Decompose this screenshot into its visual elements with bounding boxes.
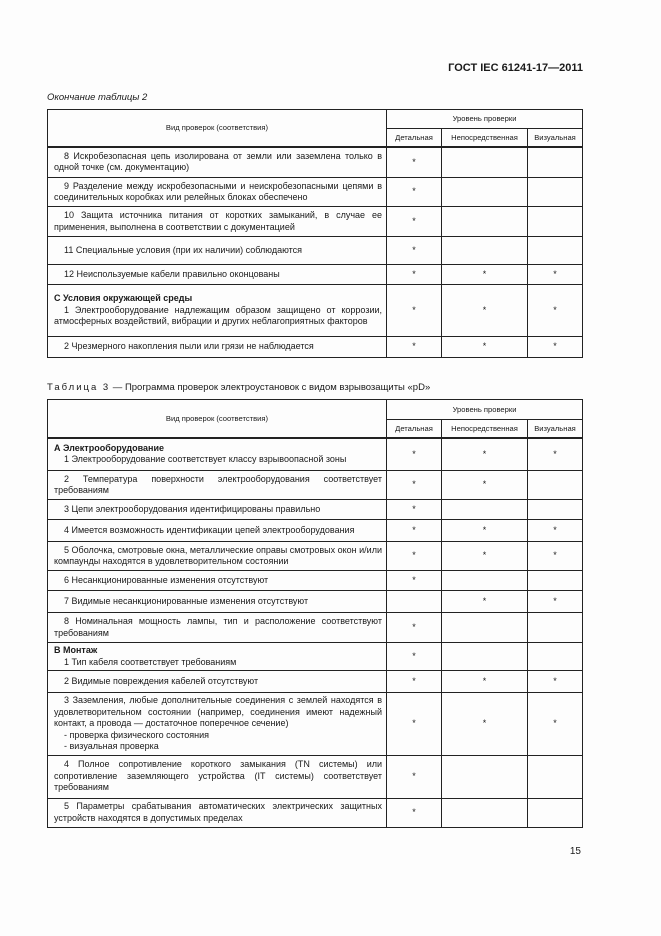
direct-mark bbox=[442, 798, 528, 827]
check-description bbox=[48, 520, 387, 542]
table-row bbox=[48, 265, 583, 285]
detailed-mark bbox=[387, 591, 442, 613]
header-check-type: Вид проверок (соответствия) bbox=[48, 400, 387, 438]
check-text: 3 Заземления, любые дополнительные соединения с землей находятся в удовлетворительном состоянии (например, соединения имеют надежный контакт, а провода — достаточное поперечное сечение) bbox=[54, 695, 382, 728]
check-text: 2 Температура поверхности электрооборудования соответствует требованиям bbox=[54, 473, 382, 495]
visual-mark bbox=[528, 613, 583, 643]
check-text: 12 Неиспользуемые кабели правильно оконцованы bbox=[64, 268, 280, 279]
direct-mark bbox=[442, 571, 528, 591]
check-description bbox=[48, 337, 387, 358]
section-heading: А Электрооборудование bbox=[54, 442, 165, 453]
detailed-mark: * bbox=[387, 337, 442, 358]
header-visual: Визуальная bbox=[528, 129, 583, 147]
check-description bbox=[48, 471, 387, 500]
detailed-mark: * bbox=[387, 671, 442, 693]
check-description bbox=[48, 571, 387, 591]
direct-mark: * bbox=[442, 671, 528, 693]
section-heading: В Монтаж bbox=[54, 645, 98, 655]
check-description bbox=[48, 500, 387, 520]
detailed-mark: * bbox=[387, 755, 442, 798]
visual-mark: * bbox=[528, 265, 583, 285]
check-description bbox=[48, 147, 387, 178]
table-row bbox=[48, 178, 583, 207]
table-row bbox=[48, 207, 583, 237]
direct-mark: * bbox=[442, 693, 528, 756]
check-description bbox=[48, 693, 387, 756]
check-text: 4 Полное сопротивление короткого замыкания (TN системы) или сопротивление заземляющего устройства (IT системы) соответствует требованиям bbox=[54, 759, 382, 793]
check-text: 7 Видимые несанкционированные изменения отсутствуют bbox=[64, 595, 309, 606]
detailed-mark: * bbox=[387, 500, 442, 520]
table-row bbox=[48, 471, 583, 500]
check-description bbox=[48, 591, 387, 613]
detailed-mark: * bbox=[387, 798, 442, 827]
detailed-mark: * bbox=[387, 285, 442, 337]
check-text: 8 Номинальная мощность лампы, тип и расположение соответствуют требованиям bbox=[54, 616, 382, 638]
table-row bbox=[48, 613, 583, 643]
table-row bbox=[48, 147, 583, 178]
header-direct: Непосредственная bbox=[442, 420, 528, 438]
header-visual: Визуальная bbox=[528, 420, 583, 438]
table-row bbox=[48, 438, 583, 471]
visual-mark bbox=[528, 471, 583, 500]
table-row bbox=[48, 542, 583, 571]
check-description bbox=[48, 613, 387, 643]
check-description bbox=[48, 178, 387, 207]
check-text: 5 Параметры срабатывания автоматических электрических защитных устройств находятся в допустимых пределах bbox=[54, 801, 382, 823]
visual-mark bbox=[528, 500, 583, 520]
table-row bbox=[48, 285, 583, 337]
check-description bbox=[48, 542, 387, 571]
check-description bbox=[48, 671, 387, 693]
direct-mark bbox=[442, 643, 528, 671]
table-row bbox=[48, 337, 583, 358]
check-description bbox=[48, 798, 387, 827]
table-2 bbox=[47, 109, 583, 358]
visual-mark: * bbox=[528, 671, 583, 693]
check-subitem: - проверка физического состояния bbox=[64, 729, 210, 740]
header-detailed: Детальная bbox=[387, 420, 442, 438]
check-description bbox=[48, 265, 387, 285]
check-description bbox=[48, 643, 387, 671]
table-row bbox=[48, 798, 583, 827]
visual-mark: * bbox=[528, 542, 583, 571]
direct-mark: * bbox=[442, 337, 528, 358]
check-text: 2 Видимые повреждения кабелей отсутствуют bbox=[64, 675, 259, 686]
detailed-mark: * bbox=[387, 178, 442, 207]
table2-caption: Окончание таблицы 2 bbox=[47, 92, 148, 103]
visual-mark bbox=[528, 643, 583, 671]
direct-mark bbox=[442, 207, 528, 237]
check-subitem: - визуальная проверка bbox=[64, 741, 159, 751]
header-detailed: Детальная bbox=[387, 129, 442, 147]
detailed-mark: * bbox=[387, 613, 442, 643]
check-text: 6 Несанкционированные изменения отсутствуют bbox=[64, 574, 269, 585]
direct-mark bbox=[442, 613, 528, 643]
direct-mark: * bbox=[442, 285, 528, 337]
detailed-mark: * bbox=[387, 207, 442, 237]
table-row bbox=[48, 500, 583, 520]
check-text: 2 Чрезмерного накопления пыли или грязи не наблюдается bbox=[64, 341, 314, 352]
visual-mark: * bbox=[528, 591, 583, 613]
direct-mark bbox=[442, 147, 528, 178]
check-text: 1 Электрооборудование надлежащим образом защищено от коррозии, атмосферных воздействий, вибрации и других неблагоприятных факторов bbox=[54, 304, 382, 327]
detailed-mark: * bbox=[387, 147, 442, 178]
visual-mark: * bbox=[528, 337, 583, 358]
direct-mark: * bbox=[442, 438, 528, 471]
detailed-mark: * bbox=[387, 571, 442, 591]
direct-mark bbox=[442, 178, 528, 207]
header-direct: Непосредственная bbox=[442, 129, 528, 147]
visual-mark bbox=[528, 571, 583, 591]
detailed-mark: * bbox=[387, 471, 442, 500]
check-text: 11 Специальные условия (при их наличии) соблюдаются bbox=[64, 244, 303, 255]
check-description bbox=[48, 755, 387, 798]
check-description bbox=[48, 207, 387, 237]
check-text: 1 Тип кабеля соответствует требованиям bbox=[64, 656, 237, 667]
check-text: 10 Защита источника питания от коротких замыканий, в случае ее применения, выполнена в соответствии с документацией bbox=[54, 210, 382, 232]
detailed-mark: * bbox=[387, 520, 442, 542]
table-row bbox=[48, 643, 583, 671]
header-check-level: Уровень проверки bbox=[387, 110, 583, 129]
detailed-mark: * bbox=[387, 438, 442, 471]
direct-mark: * bbox=[442, 542, 528, 571]
table-3 bbox=[47, 399, 583, 828]
check-text: 3 Цепи электрооборудования идентифицированы правильно bbox=[64, 503, 321, 514]
check-description bbox=[48, 237, 387, 265]
direct-mark: * bbox=[442, 265, 528, 285]
detailed-mark: * bbox=[387, 542, 442, 571]
header-check-type: Вид проверок (соответствия) bbox=[48, 110, 387, 147]
table3-caption-title: — Программа проверок электроустановок с видом взрывозащиты «pD» bbox=[110, 382, 431, 393]
visual-mark bbox=[528, 755, 583, 798]
visual-mark bbox=[528, 207, 583, 237]
table-row bbox=[48, 693, 583, 756]
header-check-level: Уровень проверки bbox=[387, 400, 583, 420]
detailed-mark: * bbox=[387, 643, 442, 671]
direct-mark: * bbox=[442, 520, 528, 542]
visual-mark bbox=[528, 237, 583, 265]
check-text: 1 Электрооборудование соответствует классу взрывоопасной зоны bbox=[64, 454, 347, 465]
direct-mark bbox=[442, 237, 528, 265]
detailed-mark: * bbox=[387, 265, 442, 285]
table-row bbox=[48, 237, 583, 265]
table-row bbox=[48, 520, 583, 542]
table-row bbox=[48, 671, 583, 693]
visual-mark: * bbox=[528, 285, 583, 337]
visual-mark: * bbox=[528, 693, 583, 756]
page-number: 15 bbox=[569, 846, 581, 857]
check-text: 8 Искробезопасная цепь изолирована от земли или заземлена только в одной точке (см. документацию) bbox=[54, 150, 382, 173]
standard-designation: ГОСТ IEC 61241-17—2011 bbox=[448, 62, 583, 74]
visual-mark: * bbox=[528, 438, 583, 471]
visual-mark: * bbox=[528, 520, 583, 542]
visual-mark bbox=[528, 798, 583, 827]
table3-caption bbox=[47, 382, 430, 393]
check-text: 4 Имеется возможность идентификации цепей электрооборудования bbox=[64, 524, 355, 535]
table-row bbox=[48, 591, 583, 613]
direct-mark bbox=[442, 500, 528, 520]
detailed-mark: * bbox=[387, 693, 442, 756]
direct-mark: * bbox=[442, 471, 528, 500]
check-description bbox=[48, 285, 387, 337]
section-heading: С Условия окружающей среды bbox=[54, 293, 193, 304]
direct-mark: * bbox=[442, 591, 528, 613]
visual-mark bbox=[528, 178, 583, 207]
check-description bbox=[48, 438, 387, 471]
detailed-mark: * bbox=[387, 237, 442, 265]
check-text: 5 Оболочка, смотровые окна, металлические оправы смотровых окон и/или компаунды находятся в удовлетворительном состоянии bbox=[54, 544, 382, 566]
check-text: 9 Разделение между искробезопасными и неискробезопасными цепями в соединительных коробках или релейных блоках обеспечено bbox=[54, 180, 382, 202]
table-row bbox=[48, 571, 583, 591]
direct-mark bbox=[442, 755, 528, 798]
table-row bbox=[48, 755, 583, 798]
visual-mark bbox=[528, 147, 583, 178]
table3-caption-prefix: Таблица 3 bbox=[47, 382, 111, 393]
